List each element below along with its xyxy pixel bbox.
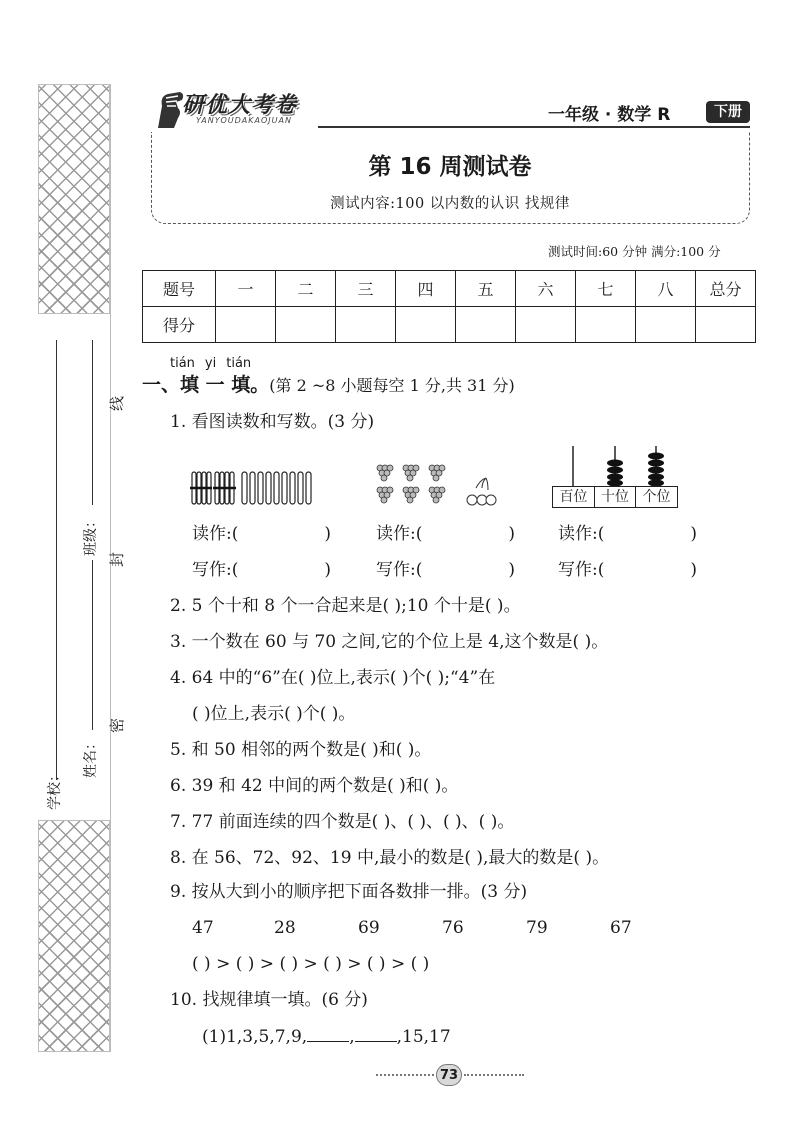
q9-number: 79	[526, 918, 548, 938]
pinyin-syllable: tián	[226, 356, 252, 371]
question-7[interactable]: 7. 77 前面连续的四个数是( )、( )、( )、( )。	[170, 812, 515, 832]
fist-icon	[152, 88, 186, 132]
header-rule	[318, 126, 750, 128]
score-header-cell: 五	[456, 271, 516, 307]
time-info: 测试时间:60 分钟 满分:100 分	[548, 244, 721, 259]
sequence-comma: ,	[349, 1027, 355, 1047]
read-label: 读作:(	[558, 524, 605, 544]
score-header-cell: 三	[336, 271, 396, 307]
page-number: 73	[436, 1064, 462, 1086]
q9-number: 69	[358, 918, 380, 938]
write-label: 写作:(	[192, 560, 239, 580]
binding-spine-line	[110, 84, 111, 1052]
pinyin-syllable: tián	[170, 356, 195, 371]
score-table	[142, 270, 756, 343]
abacus-figure	[552, 446, 680, 510]
sequence-blank[interactable]	[307, 1028, 349, 1042]
section-note: (第 2 ~8 小题每空 1 分,共 31 分)	[269, 376, 515, 395]
score-table-score-row	[143, 307, 756, 343]
paren-close: )	[690, 524, 698, 544]
write-label: 写作:(	[376, 560, 423, 580]
score-cell[interactable]	[636, 307, 696, 343]
read-answer-3	[558, 526, 697, 543]
read-label: 读作:(	[376, 524, 423, 544]
q9-number: 28	[274, 918, 296, 938]
fruit-figure	[372, 460, 498, 512]
question-8[interactable]: 8. 在 56、72、92、19 中,最小的数是( ),最大的数是( )。	[170, 848, 610, 868]
sequence-prefix: (1)1,3,5,7,9,	[202, 1027, 308, 1047]
q9-number: 67	[610, 918, 632, 938]
score-cell[interactable]	[456, 307, 516, 343]
score-cell[interactable]	[696, 307, 756, 343]
class-line	[92, 340, 93, 505]
question-4[interactable]: 4. 64 中的“6”在( )位上,表示( )个( );“4”在	[170, 668, 496, 688]
section-title: 一、填 一 填。	[142, 374, 270, 396]
school-name-line	[56, 340, 57, 780]
abacus-rods-icon	[552, 446, 680, 486]
term-badge: 下册	[706, 101, 750, 123]
question-10: 10. 找规律填一填。(6 分)	[170, 990, 368, 1010]
footer-dots-left	[376, 1074, 434, 1076]
score-header-cell: 二	[276, 271, 336, 307]
cut-mark-line: 线	[108, 395, 127, 412]
score-row-label: 得分	[143, 307, 216, 343]
read-answer-2	[376, 526, 515, 543]
write-label: 写作:(	[558, 560, 605, 580]
score-table-header-row	[143, 271, 756, 307]
score-cell[interactable]	[216, 307, 276, 343]
grade-subject: 一年级 · 数学 R	[548, 105, 671, 125]
score-cell[interactable]	[396, 307, 456, 343]
score-cell[interactable]	[276, 307, 336, 343]
abacus-label: 十位	[595, 487, 636, 507]
class-label: 班级：	[83, 514, 99, 556]
write-answer-1	[192, 562, 331, 579]
paren-close: )	[324, 560, 332, 580]
logo-text: 研优大考卷	[182, 93, 298, 118]
q9-order-blanks[interactable]: ( ) > ( ) > ( ) > ( ) > ( ) > ( )	[192, 954, 430, 974]
score-header-cell: 一	[216, 271, 276, 307]
score-header-cell: 六	[516, 271, 576, 307]
write-answer-2	[376, 562, 515, 579]
section-pinyin	[170, 356, 261, 371]
name-label: 姓名：	[83, 736, 99, 778]
name-line	[92, 560, 93, 730]
question-10-1	[202, 1028, 451, 1046]
abacus-label: 个位	[642, 489, 671, 505]
abacus-label: 百位	[553, 487, 595, 507]
paren-close: )	[508, 560, 516, 580]
question-6[interactable]: 6. 39 和 42 中间的两个数是( )和( )。	[170, 776, 459, 796]
score-header-cell: 四	[396, 271, 456, 307]
score-cell[interactable]	[336, 307, 396, 343]
paren-close: )	[508, 524, 516, 544]
paren-close: )	[690, 560, 698, 580]
section-heading	[142, 376, 515, 395]
score-cell[interactable]	[516, 307, 576, 343]
sequence-blank[interactable]	[355, 1028, 397, 1042]
score-cell[interactable]	[576, 307, 636, 343]
brand-logo	[152, 88, 324, 134]
q9-number: 76	[442, 918, 464, 938]
question-4-cont[interactable]: ( )位上,表示( )个( )。	[192, 704, 356, 724]
cherry-icon	[467, 478, 496, 505]
cut-mark-secret: 密	[108, 717, 127, 734]
school-label: 学校：	[47, 768, 63, 810]
q9-number: 47	[192, 918, 214, 938]
score-header-cell: 八	[636, 271, 696, 307]
paren-close: )	[324, 524, 332, 544]
read-answer-1	[192, 526, 331, 543]
cut-mark-seal: 封	[108, 551, 127, 568]
question-5[interactable]: 5. 和 50 相邻的两个数是( )和( )。	[170, 740, 432, 760]
question-1: 1. 看图读数和写数。(3 分)	[170, 412, 375, 432]
sticks-bundle-figure	[190, 468, 318, 508]
question-3[interactable]: 3. 一个数在 60 与 70 之间,它的个位上是 4,这个数是( )。	[170, 632, 609, 652]
page-title: 第 16 周测试卷	[368, 154, 532, 180]
binding-pattern-bottom	[38, 820, 110, 1052]
score-header-cell: 七	[576, 271, 636, 307]
score-header-cell: 题号	[143, 271, 216, 307]
page-subtitle: 测试内容:100 以内数的认识 找规律	[330, 196, 570, 212]
footer-dots-right	[464, 1074, 524, 1076]
question-9: 9. 按从大到小的顺序把下面各数排一排。(3 分)	[170, 882, 528, 902]
pinyin-syllable: yi	[204, 356, 217, 371]
read-label: 读作:(	[192, 524, 239, 544]
sequence-suffix: ,15,17	[396, 1027, 451, 1047]
logo-pinyin: YANYOUDAKAOJUAN	[196, 116, 292, 125]
score-header-cell: 总分	[696, 271, 756, 307]
write-answer-3	[558, 562, 697, 579]
question-2[interactable]: 2. 5 个十和 8 个一合起来是( );10 个十是( )。	[170, 596, 521, 616]
